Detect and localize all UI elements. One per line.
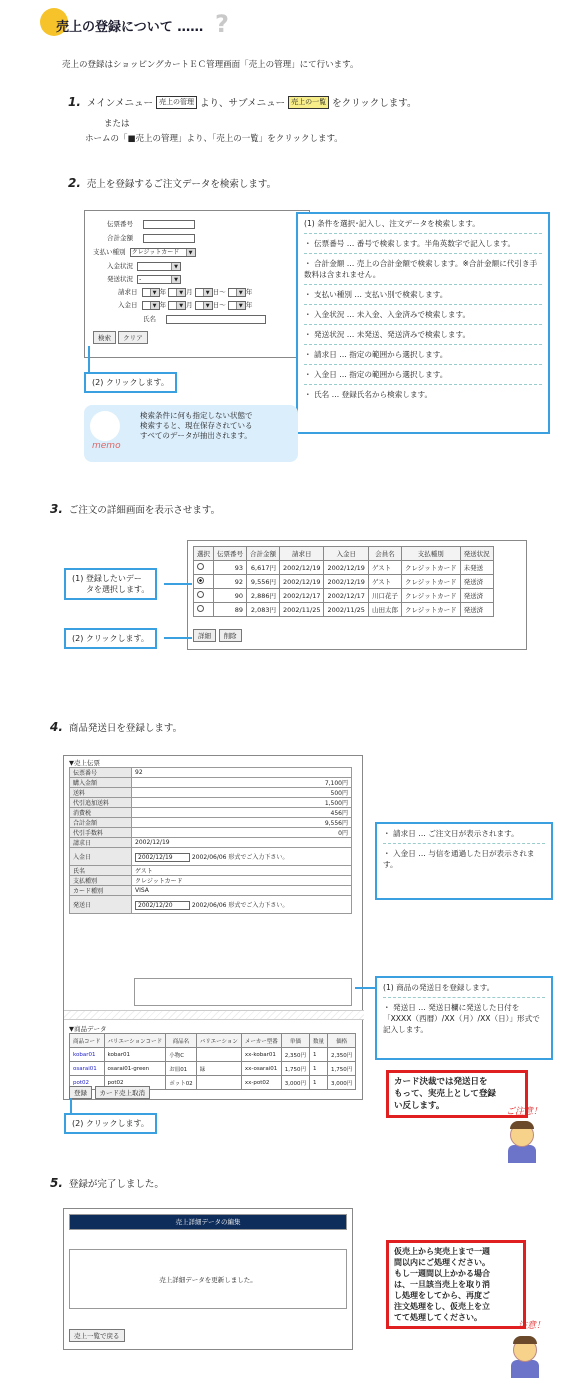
pay-select[interactable]: クレジットカード ▼: [130, 248, 196, 257]
teacher-icon: [505, 1330, 545, 1378]
seikyu-year-to[interactable]: [228, 288, 246, 297]
table-cell: 2002/11/25: [324, 603, 368, 617]
kv-value: [132, 896, 352, 914]
success-message: 売上詳細データを更新しました。: [69, 1249, 347, 1309]
nen-label: 年: [159, 288, 167, 296]
kv-row: [70, 788, 352, 798]
table-cell: クレジットカード: [401, 603, 460, 617]
teacher-icon: [502, 1115, 542, 1163]
select-cell: [194, 561, 214, 575]
table-cell: 2002/12/19: [280, 575, 324, 589]
nen-label: 年: [245, 288, 253, 296]
seikyu-day-from[interactable]: [195, 288, 213, 297]
kv-row: [70, 876, 352, 886]
warning-line: もって、実売上として登録: [394, 1089, 496, 1099]
info-line: ・ 入金状況 … 未入金、入金済みで検索します。: [304, 310, 471, 319]
hasso-info-box: [375, 976, 553, 1060]
name-input[interactable]: [166, 315, 266, 324]
denpyo-input[interactable]: [143, 220, 195, 229]
connector-line: [355, 987, 375, 989]
kv-key: 発送日: [70, 896, 132, 914]
submenu-tag-sales-list[interactable]: 売上の一覧: [288, 96, 329, 109]
memo-label: memo: [92, 441, 121, 451]
table-cell: 未発送: [460, 561, 493, 575]
card-cancel-button[interactable]: カード売上取消: [95, 1086, 151, 1099]
info-line: ・ 支払い種別 … 支払い別で検索します。: [304, 290, 448, 299]
kv-value: クレジットカード: [132, 876, 352, 886]
tsuki-label: 月: [186, 288, 193, 296]
table-cell: xx-osarai01: [241, 1062, 281, 1076]
step3-text: ご注文の詳細画面を表示させます。: [68, 505, 221, 516]
warning-line: もし一週間以上かかる場合: [394, 1269, 490, 1278]
cut-divider: [64, 1010, 364, 1020]
kv-key: 購入金額: [70, 778, 132, 788]
nen-label: 年: [245, 301, 253, 309]
step1-mid: より、サブメニュー: [199, 98, 286, 109]
date-hint: 2002/06/06 形式でご入力下さい。: [191, 901, 289, 909]
table-header-row: [70, 1034, 356, 1048]
hasso-label: 発送状況: [107, 275, 133, 283]
table-cell: kobar01: [104, 1048, 166, 1062]
step3-line: [50, 502, 220, 516]
step1-prefix: メインメニュー: [86, 98, 153, 109]
table-cell: 9,556円: [247, 575, 280, 589]
table-buttons: [193, 629, 242, 642]
table-cell: 緑: [196, 1062, 241, 1076]
seikyu-year-from[interactable]: [142, 288, 160, 297]
warning-box: [386, 1240, 526, 1329]
search-form: [84, 210, 310, 358]
info-line: ・ 発送状況 … 未発送、発送済みで検索します。: [304, 330, 471, 339]
denpyo-row: [107, 219, 195, 229]
table-cell: 89: [214, 603, 247, 617]
question-icon: ?: [215, 10, 229, 38]
connector-line: [164, 637, 192, 639]
step5-text: 登録が完了しました。: [68, 1179, 164, 1190]
hasso-date-input[interactable]: 2002/12/20: [135, 901, 190, 910]
kv-key: 支払種別: [70, 876, 132, 886]
callout-line: タを選択します。: [86, 585, 150, 594]
click-callout: (2) クリックします。: [64, 1113, 157, 1134]
table-cell: [196, 1076, 241, 1090]
order-radio[interactable]: [197, 563, 204, 570]
total-row: [107, 233, 195, 243]
table-cell: 90: [214, 589, 247, 603]
kv-key: 代引追加送料: [70, 798, 132, 808]
complete-panel: [63, 1208, 353, 1350]
back-button-wrap: [69, 1329, 125, 1342]
col-header: 会員名: [368, 547, 401, 561]
warning-line: てて処理してください。: [394, 1313, 482, 1322]
table-cell: osarai01-green: [104, 1062, 166, 1076]
col-header: バリエーション: [196, 1034, 241, 1048]
col-header: 数量: [310, 1034, 328, 1048]
memo-line: すべてのデータが抽出されます。: [140, 431, 252, 440]
divider: [304, 324, 542, 325]
col-header: 合計金額: [247, 547, 280, 561]
nyukinbi-row: [118, 300, 252, 310]
table-cell: 発送済: [460, 589, 493, 603]
warning-line: カード決裁では発送日を: [394, 1077, 488, 1087]
nyukinbi-year-to[interactable]: [228, 301, 246, 310]
memo-text: [140, 411, 253, 441]
step1-alt: ホームの「■売上の管理」より、「売上の一覧」をクリックします。: [85, 134, 343, 144]
col-header: メーカー型番: [241, 1034, 281, 1048]
table-row: [194, 561, 494, 575]
kv-row: [70, 896, 352, 914]
kv-value: ゲスト: [132, 866, 352, 876]
connector-line: [164, 583, 192, 585]
divider: [304, 304, 542, 305]
table-cell: クレジットカード: [401, 589, 460, 603]
callout-line: (1) 登録したいデー: [72, 574, 142, 583]
col-header: 入金日: [324, 547, 368, 561]
col-header: 商品名: [166, 1034, 197, 1048]
table-cell: 1,750円: [281, 1062, 309, 1076]
register-button[interactable]: 登録: [69, 1086, 92, 1099]
col-header: 発送状況: [460, 547, 493, 561]
step4-line: [50, 720, 182, 734]
order-radio[interactable]: [197, 605, 204, 612]
total-input[interactable]: [143, 234, 195, 243]
table-cell: 2002/12/19: [324, 561, 368, 575]
kv-row: [70, 848, 352, 866]
table-cell: 川口花子: [368, 589, 401, 603]
warning-line: 注文処理をし、仮売上を立: [394, 1302, 490, 1311]
tsuki-label: 月: [186, 301, 193, 309]
table-cell: 2002/12/17: [324, 589, 368, 603]
kv-key: 請求日: [70, 838, 132, 848]
table-row: [194, 575, 494, 589]
table-cell: 2,350円: [281, 1048, 309, 1062]
kv-key: 氏名: [70, 866, 132, 876]
table-cell: 2002/11/25: [280, 603, 324, 617]
table-cell: [196, 1048, 241, 1062]
detail-button[interactable]: 詳細: [193, 629, 216, 642]
kv-value: VISA: [132, 886, 352, 896]
nyukin-date-input[interactable]: 2002/12/19: [135, 853, 190, 862]
step2-line: [68, 176, 276, 190]
kv-value: 1,500円: [132, 798, 352, 808]
kv-row: [70, 828, 352, 838]
table-header-row: [194, 547, 494, 561]
table-cell: クレジットカード: [401, 561, 460, 575]
table-cell: 2,886円: [247, 589, 280, 603]
table-cell: 6,617円: [247, 561, 280, 575]
table-cell: ゲスト: [368, 575, 401, 589]
caution-label: ご注意！: [506, 1107, 543, 1117]
kv-key: カード種別: [70, 886, 132, 896]
info-line: (1) 条件を選択･記入し、注文データを検索します。: [304, 219, 480, 228]
search-conditions-info: [296, 212, 550, 434]
seikyu-month-from[interactable]: [168, 288, 186, 297]
table-cell: 発送済: [460, 575, 493, 589]
kv-key: 入金日: [70, 848, 132, 866]
kv-value: 9,556円: [132, 818, 352, 828]
page-title: 売上の登録について ……: [56, 20, 204, 35]
search-button[interactable]: 検索: [93, 331, 116, 344]
nyukin-row: [107, 261, 181, 271]
order-radio-selected[interactable]: [197, 577, 204, 584]
pay-row: [93, 247, 196, 257]
divider: [383, 843, 545, 844]
nyukinbi-label: 入金日: [118, 301, 138, 309]
kv-value: 456円: [132, 808, 352, 818]
table-cell: 1,750円: [328, 1062, 356, 1076]
col-header: 選択: [194, 547, 214, 561]
table-cell: クレジットカード: [401, 575, 460, 589]
goods-link[interactable]: pot02: [70, 1076, 105, 1090]
kv-row: [70, 866, 352, 876]
kv-key: 消費税: [70, 808, 132, 818]
warning-line: い反します。: [394, 1101, 445, 1111]
kv-value: 500円: [132, 788, 352, 798]
table-cell: 1: [310, 1048, 328, 1062]
table-row: [194, 589, 494, 603]
divider: [383, 997, 545, 998]
nyukin-label: 入金状況: [107, 262, 133, 270]
table-cell: 2002/12/19: [324, 575, 368, 589]
kara-label: 日～: [212, 288, 226, 296]
table-cell: xx-pot02: [241, 1076, 281, 1090]
order-detail-panel: [63, 755, 363, 1100]
info-line: (1) 商品の発送日を登録します。: [383, 983, 495, 992]
info-line: ・ 発送日 … 発送日欄に発送した日付を「XXXX（西暦）/XX（月）/XX（日）」形式で記入します。: [383, 1003, 540, 1034]
table-row: [70, 1048, 356, 1062]
col-header: 価格: [328, 1034, 356, 1048]
table-cell: ゲスト: [368, 561, 401, 575]
step4-text: 商品発送日を登録します。: [68, 723, 183, 734]
col-header: 請求日: [280, 547, 324, 561]
table-cell: pot02: [104, 1076, 166, 1090]
step1-line: [68, 95, 416, 109]
date-info-box: [375, 822, 553, 900]
order-radio[interactable]: [197, 591, 204, 598]
goods-link[interactable]: kobar01: [70, 1048, 105, 1062]
kv-row: [70, 886, 352, 896]
divider: [304, 344, 542, 345]
step1-suffix: をクリックします。: [332, 98, 417, 109]
select-cell: [194, 575, 214, 589]
col-header: 単価: [281, 1034, 309, 1048]
nyukinbi-day-from[interactable]: [195, 301, 213, 310]
table-row: [70, 1062, 356, 1076]
menu-tag-sales-management[interactable]: 売上の管理: [156, 96, 197, 109]
date-hint: 2002/06/06 形式でご入力下さい。: [191, 853, 289, 861]
kv-row: [70, 808, 352, 818]
select-callout: [64, 568, 157, 600]
table-cell: xx-kobar01: [241, 1048, 281, 1062]
table-cell: 2002/12/17: [280, 589, 324, 603]
table-row: [194, 603, 494, 617]
intro-text: 売上の登録はショッピングカートＥＣ管理画面「売上の管理」にて行います。: [62, 60, 359, 70]
step4-number: 4.: [50, 720, 63, 734]
step5-line: [50, 1176, 164, 1190]
col-header: 支払種別: [401, 547, 460, 561]
col-header: バリエーションコード: [104, 1034, 166, 1048]
select-cell: [194, 603, 214, 617]
order-kv-table: [69, 767, 352, 914]
seikyu-row: [118, 287, 252, 297]
kv-value: 0円: [132, 828, 352, 838]
kv-key: 代引手数料: [70, 828, 132, 838]
step5-number: 5.: [50, 1176, 63, 1190]
click-callout: (2) クリックします。: [84, 372, 177, 393]
divider: [304, 284, 542, 285]
seikyu-label: 請求日: [118, 288, 138, 296]
kv-value: [132, 848, 352, 866]
kv-key: 伝票番号: [70, 768, 132, 778]
memo-icon: [90, 411, 120, 441]
order-list-panel: [187, 540, 527, 650]
form-buttons: [93, 331, 148, 344]
step2-text: 売上を登録するご注文データを検索します。: [86, 179, 277, 190]
col-header: 商品コード: [70, 1034, 105, 1048]
clear-button[interactable]: クリア: [118, 331, 148, 344]
table-cell: 2,083円: [247, 603, 280, 617]
table-cell: お皿01: [166, 1062, 197, 1076]
delete-button[interactable]: 削除: [219, 629, 242, 642]
back-to-list-button[interactable]: 売上一覧で戻る: [69, 1329, 125, 1342]
step2-number: 2.: [68, 176, 81, 190]
nyukin-select[interactable]: [137, 262, 181, 271]
table-cell: 山田太郎: [368, 603, 401, 617]
table-cell: 2,350円: [328, 1048, 356, 1062]
hasso-row: [107, 274, 181, 284]
kv-key: 合計金額: [70, 818, 132, 828]
info-line: ・ 請求日 … 指定の範囲から選択します。: [304, 350, 448, 359]
kv-row: [70, 768, 352, 778]
denpyo-label: 伝票番号: [107, 220, 133, 228]
info-line: ・ 氏名 … 登録氏名から検索します。: [304, 390, 433, 399]
table-cell: 3,000円: [281, 1076, 309, 1090]
select-cell: [194, 589, 214, 603]
hasso-select[interactable]: - ▼: [137, 275, 181, 284]
kv-value: 92: [132, 768, 352, 778]
warning-line: し処理をしてから、再度ご: [394, 1291, 490, 1300]
divider: [304, 233, 542, 234]
click-callout: (2) クリックします。: [64, 628, 157, 649]
connector-line: [70, 1098, 72, 1114]
divider: [304, 364, 542, 365]
warning-line: 仮売上から実売上まで一週: [394, 1247, 490, 1256]
goods-link[interactable]: osarai01: [70, 1062, 105, 1076]
divider: [304, 384, 542, 385]
memo-textarea[interactable]: [134, 978, 352, 1006]
warning-line: は、一旦該当売上を取り消: [394, 1280, 490, 1289]
table-cell: 93: [214, 561, 247, 575]
table-cell: 小物C: [166, 1048, 197, 1062]
table-cell: ポット02: [166, 1076, 197, 1090]
panel-title-bar: 売上詳細データの編集: [69, 1214, 347, 1230]
info-line: ・ 合計金額 … 売上の合計金額で検索します。※合計金額に代引き手数料は含まれません。: [304, 259, 538, 279]
connector-line: [88, 346, 90, 372]
info-line: ・ 伝票番号 … 番号で検索します。半角英数字で記入します。: [304, 239, 516, 248]
detail-buttons: [69, 1086, 150, 1099]
step1-number: 1.: [68, 95, 81, 109]
info-line: ・ 入金日 … 指定の範囲から選択します。: [304, 370, 448, 379]
info-line: ・ 請求日 … ご注文日が表示されます。: [383, 829, 519, 838]
memo-line: 検索すると、現在保存されている: [140, 421, 253, 430]
table-cell: 2002/12/19: [280, 561, 324, 575]
kv-row: [70, 818, 352, 828]
kv-row: [70, 778, 352, 788]
kv-value: 2002/12/19: [132, 838, 352, 848]
order-table: [193, 546, 494, 617]
table-cell: 発送済: [460, 603, 493, 617]
goods-table: [69, 1033, 356, 1090]
pay-label: 支払い種別: [93, 248, 126, 256]
name-label: 氏名: [143, 315, 156, 323]
total-label: 合計金額: [107, 234, 133, 242]
memo-line: 検索条件に何も指定しない状態で: [140, 411, 253, 420]
kv-key: 送料: [70, 788, 132, 798]
step3-number: 3.: [50, 502, 63, 516]
info-line: ・ 入金日 … 与信を通過した日が表示されます。: [383, 849, 535, 869]
nen-label: 年: [159, 301, 167, 309]
kv-value: 7,100円: [132, 778, 352, 788]
table-cell: 1: [310, 1062, 328, 1076]
col-header: 伝票番号: [214, 547, 247, 561]
name-row: [143, 314, 266, 324]
section-title: ▼売上伝票: [69, 759, 100, 767]
kara-label: 日～: [212, 301, 226, 309]
table-cell: 1: [310, 1076, 328, 1090]
warning-line: 間以内にご処理ください。: [394, 1258, 490, 1267]
kv-row: [70, 838, 352, 848]
section-title: ▼商品データ: [69, 1025, 107, 1033]
kv-row: [70, 798, 352, 808]
table-cell: 92: [214, 575, 247, 589]
caution-label: 注意！: [518, 1321, 546, 1331]
nyukinbi-month-from[interactable]: [168, 301, 186, 310]
step1-or: または: [104, 119, 130, 129]
nyukinbi-year-from[interactable]: [142, 301, 160, 310]
memo-box: [84, 405, 298, 462]
table-cell: 3,000円: [328, 1076, 356, 1090]
divider: [304, 253, 542, 254]
